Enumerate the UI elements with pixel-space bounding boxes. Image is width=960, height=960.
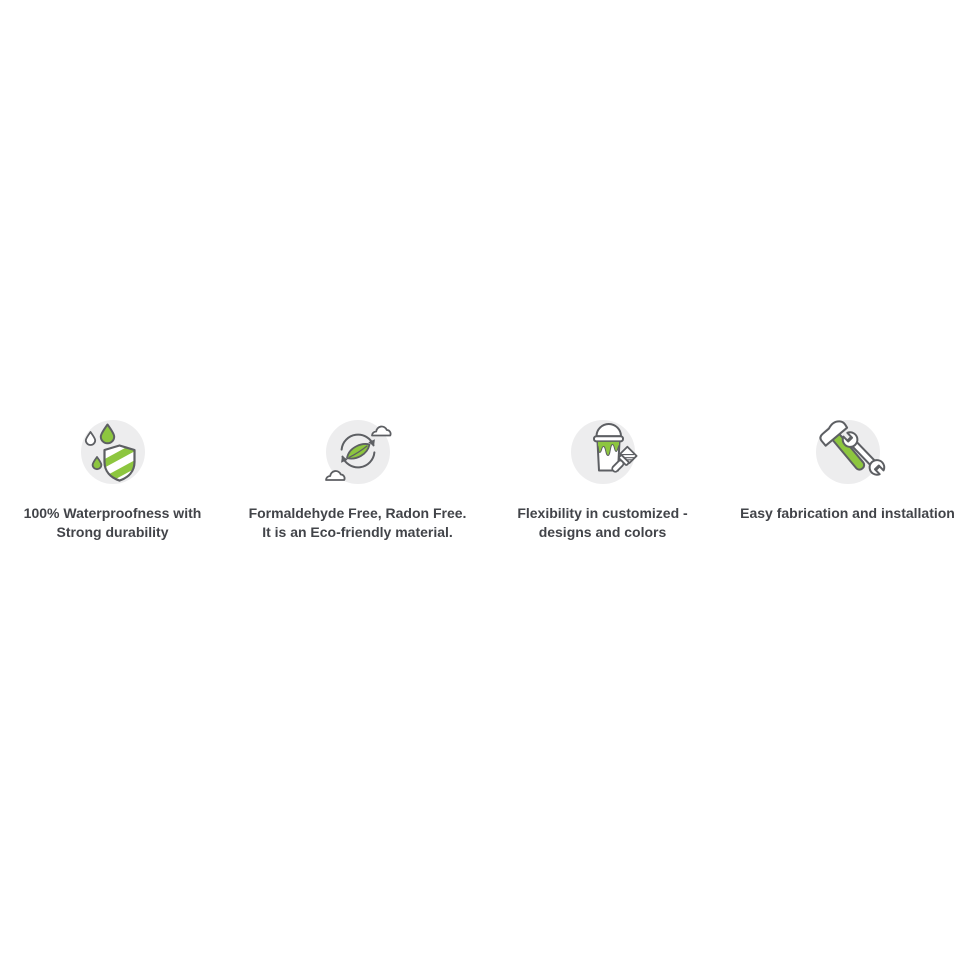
feature-caption	[24, 504, 202, 542]
feature-caption-line: Flexibility in customized -	[517, 505, 688, 521]
feature-waterproofness	[0, 419, 235, 542]
feature-caption	[740, 504, 955, 523]
eco-recycle-leaf-icon	[310, 419, 406, 485]
feature-caption-line: designs and colors	[538, 524, 667, 540]
feature-caption-line: 100% Waterproofness with	[23, 505, 202, 521]
hammer-wrench-icon	[800, 419, 896, 485]
feature-caption-line: Formaldehyde Free, Radon Free.	[248, 505, 467, 521]
feature-caption	[249, 504, 467, 542]
features-row	[0, 419, 960, 542]
feature-caption-line: It is an Eco-friendly material.	[262, 524, 453, 540]
waterproof-shield-icon	[65, 419, 161, 485]
feature-caption-line: Strong durability	[56, 524, 169, 540]
feature-eco-friendly	[235, 419, 480, 542]
feature-caption	[517, 504, 687, 542]
paint-bucket-brush-icon	[555, 419, 651, 485]
feature-customization	[480, 419, 725, 542]
feature-caption-line: Easy fabrication and installation	[740, 505, 955, 521]
feature-installation	[725, 419, 960, 542]
